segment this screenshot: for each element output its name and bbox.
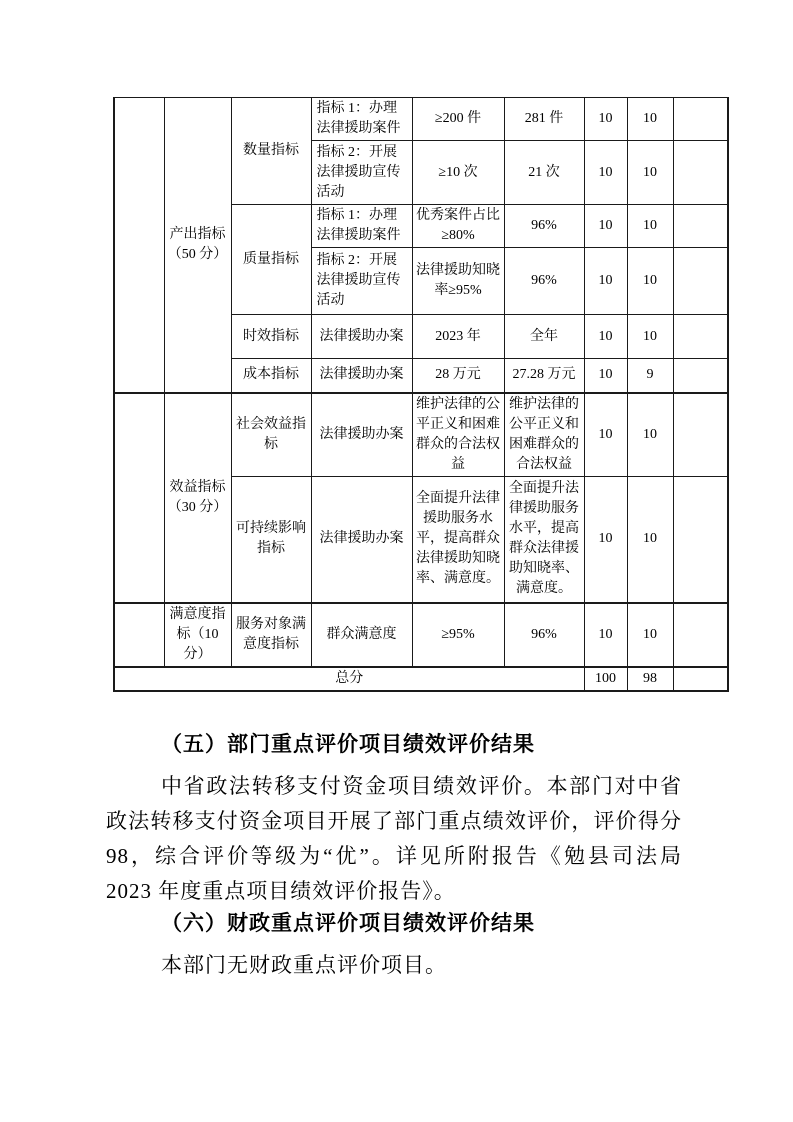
table-cell: ≥10 次 [412, 141, 504, 205]
table-cell: ≥200 件 [412, 98, 504, 141]
table-cell: 10 [627, 248, 673, 315]
table-cell [673, 205, 728, 248]
table-cell: 10 [627, 393, 673, 477]
table-row-total [114, 667, 728, 691]
table-cell [673, 476, 728, 603]
table-cell: 27.28 万元 [504, 359, 584, 393]
cell-satisfaction-indicator-group: 满意度指标（10 分） [164, 603, 231, 667]
table-cell [673, 248, 728, 315]
table-row [114, 393, 728, 477]
table-cell: 法律援助办案 [311, 359, 412, 393]
table-cell [673, 393, 728, 477]
table-cell [673, 667, 728, 691]
cell-sustainability-indicator: 可持续影响指标 [231, 476, 311, 603]
table-cell: 21 次 [504, 141, 584, 205]
table-cell: 281 件 [504, 98, 584, 141]
table-cell: 96% [504, 248, 584, 315]
table-cell: 全面提升法律援助服务水平，提高群众法律援助知晓率、满意度。 [504, 476, 584, 603]
table-cell: 10 [584, 98, 627, 141]
table-cell: 10 [584, 476, 627, 603]
table-cell: 法律援助办案 [311, 393, 412, 477]
cell-benefit-indicator-group: 效益指标（30 分） [164, 393, 231, 604]
table-cell: 10 [627, 205, 673, 248]
table-cell: 维护法律的公平正义和困难群众的合法权益 [412, 393, 504, 477]
table-cell: 10 [584, 315, 627, 359]
cell-category-blank [114, 603, 164, 667]
table-cell [673, 359, 728, 393]
table-cell: 指标 2：开展法律援助宣传活动 [311, 141, 412, 205]
table-cell: 群众满意度 [311, 603, 412, 667]
table-cell: 法律援助办案 [311, 476, 412, 603]
table-cell: 全年 [504, 315, 584, 359]
cell-cost-indicator: 成本指标 [231, 359, 311, 393]
table-cell: 全面提升法律援助服务水平，提高群众法律援助知晓率、满意度。 [412, 476, 504, 603]
table-cell: 法律援助知晓率≥95% [412, 248, 504, 315]
table-cell [673, 141, 728, 205]
table-cell: 10 [584, 248, 627, 315]
paragraph-department-evaluation: 中省政法转移支付资金项目绩效评价。本部门对中省政法转移支付资金项目开展了部门重点绩效评价，评价得分 98，综合评价等级为“优”。详见所附报告《勉县司法局 2023 年度重点项目绩效评价报告》。 [106, 774, 682, 903]
table-cell: 法律援助办案 [311, 315, 412, 359]
table-cell: 10 [584, 141, 627, 205]
table-row [114, 603, 728, 667]
paragraph-no-financial-evaluation: 本部门无财政重点评价项目。 [161, 953, 447, 977]
table-cell: 10 [627, 603, 673, 667]
cell-category-blank [114, 98, 164, 393]
performance-indicator-table [113, 97, 729, 692]
table-cell: 10 [627, 141, 673, 205]
table-cell: 96% [504, 205, 584, 248]
table-cell: 指标 2：开展法律援助宣传活动 [311, 248, 412, 315]
table-cell [673, 315, 728, 359]
table-cell [673, 98, 728, 141]
table-cell: 10 [584, 603, 627, 667]
table-cell: 2023 年 [412, 315, 504, 359]
cell-category-blank [114, 393, 164, 604]
table-row [114, 98, 728, 141]
table-cell: 28 万元 [412, 359, 504, 393]
cell-total-score: 98 [627, 667, 673, 691]
table-cell: 10 [627, 98, 673, 141]
cell-social-benefit-indicator: 社会效益指标 [231, 393, 311, 477]
table-cell: 10 [584, 205, 627, 248]
table-cell: 10 [627, 315, 673, 359]
table-cell: 维护法律的公平正义和困难群众的合法权益 [504, 393, 584, 477]
cell-total-possible-score: 100 [584, 667, 627, 691]
table-cell [673, 603, 728, 667]
table-cell: 10 [584, 393, 627, 477]
table-cell: 9 [627, 359, 673, 393]
cell-output-indicator-group: 产出指标（50 分） [164, 98, 231, 393]
table-cell: 96% [504, 603, 584, 667]
section-heading-5: （五）部门重点评价项目绩效评价结果 [161, 732, 535, 756]
table-cell: 指标 1：办理法律援助案件 [311, 98, 412, 141]
table-cell: 指标 1：办理法律援助案件 [311, 205, 412, 248]
cell-service-target-satisfaction: 服务对象满意度指标 [231, 603, 311, 667]
table-cell: 优秀案件占比≥80% [412, 205, 504, 248]
cell-quality-indicator: 质量指标 [231, 205, 311, 315]
cell-quantity-indicator: 数量指标 [231, 98, 311, 205]
section-heading-6: （六）财政重点评价项目绩效评价结果 [161, 911, 535, 935]
table-cell: 10 [584, 359, 627, 393]
cell-timeliness-indicator: 时效指标 [231, 315, 311, 359]
cell-total-label: 总分 [114, 667, 584, 691]
table-cell: 10 [627, 476, 673, 603]
table-cell: ≥95% [412, 603, 504, 667]
